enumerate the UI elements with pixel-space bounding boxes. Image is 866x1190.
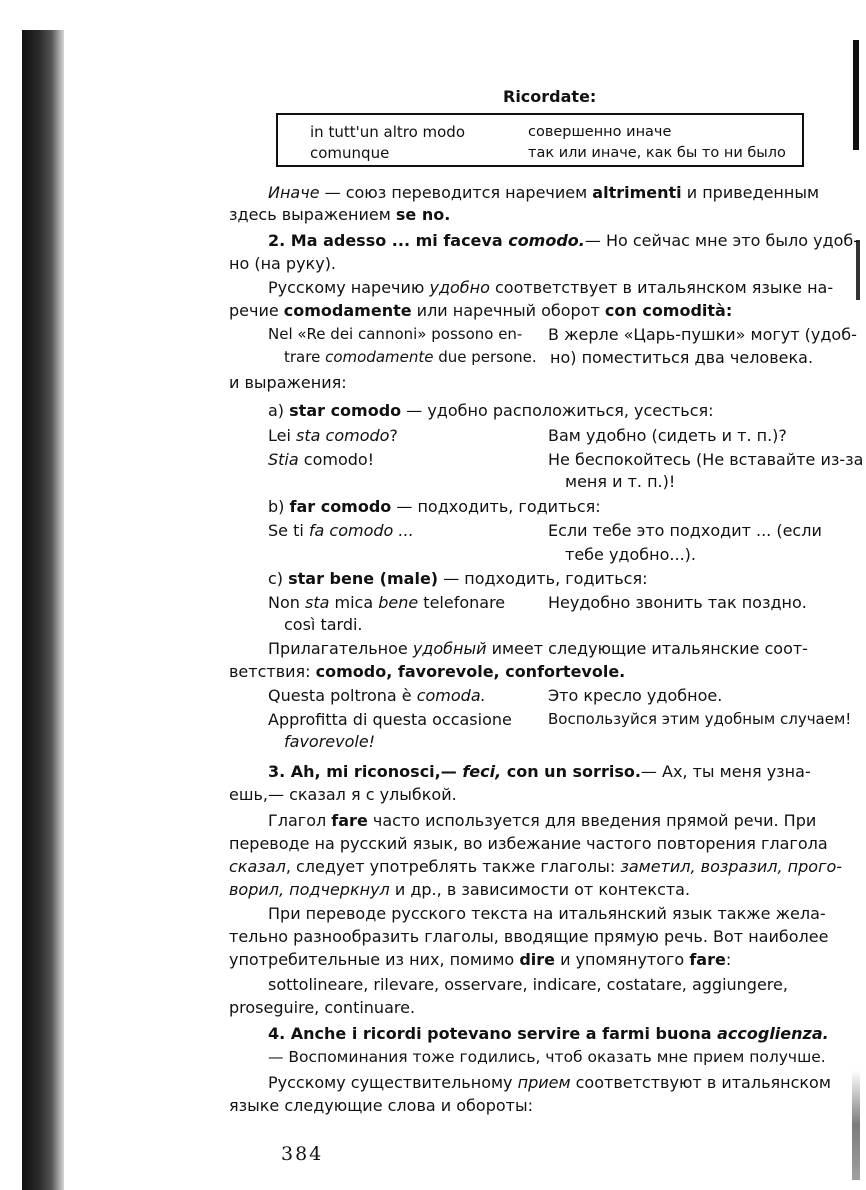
line-p3b: речие comodamente или наречный оборот con comodità: [229,301,733,320]
b1-ru-1: Если тебе это подходит ... (если [548,521,822,540]
a2-ru-1: Не беспокойтесь (Не вставайте из-за [548,450,864,469]
ex1-it-2: trare comodamente due persone. [284,348,537,366]
p6-line-3: употребительные из них, помимо dire и упомянутого fare: [229,950,732,969]
line-b: b) far comodo — подходить, годиться: [268,497,601,516]
line-p7: Русскому существительному прием соответствуют в итальянском [268,1073,831,1092]
a2-it: Stia comodo! [268,450,375,469]
a2-ru-2: меня и т. п.)! [565,472,676,491]
line-expr: и выражения: [229,373,347,392]
p5-line-1: Глагол fare часто используется для введения прямой речи. При [268,811,817,830]
page-number: 384 [281,1143,324,1165]
ex1-it-1: Nel «Re dei cannoni» possono en- [268,325,523,343]
line-n3b: ешь,— сказал я с улыбкой. [229,785,457,804]
a1-ru: Вам удобно (сидеть и т. п.)? [548,426,787,445]
line-p3: Русскому наречию удобно соответствует в итальянском языке на- [268,278,834,297]
b1-ru-2: тебе удобно...). [565,545,696,564]
verbs-line-2: proseguire, continuare. [229,998,416,1017]
line-n2b: но (на руку). [229,254,337,273]
c1-it-2: così tardi. [284,615,363,634]
scan-shadow-right [853,40,859,150]
line-p7b: языке следующие слова и обороты: [229,1096,533,1115]
line-n3: 3. Ah, mi riconosci,— feci, con un sorriso.— Ах, ты меня узна- [268,762,811,781]
line-c: c) star bene (male) — подходить, годиться: [268,569,648,588]
line-n4b: — Воспоминания тоже годились, чтоб оказать мне прием получше. [268,1048,826,1066]
scan-mark-right-bottom [852,1070,860,1180]
d1-it: Questa poltrona è comoda. [268,686,486,705]
line-p4b: ветствия: comodo, favorevole, confortevole. [229,662,626,681]
p6-line-1: При переводе русского текста на итальянский язык также жела- [268,904,826,923]
p5-line-4: ворил, подчеркнул и др., в зависимости от контекста. [229,880,691,899]
heading: Ricordate: [503,87,597,106]
p6-line-2: тельно разнообразить глаголы, вводящие прямую речь. Вот наиболее [229,927,829,946]
line-a: a) star comodo — удобно расположиться, усесться: [268,401,714,420]
line-p1: Иначе — союз переводится наречием altrimenti и приведенным [268,183,820,202]
verbs-line-1: sottolineare, rilevare, osservare, indicare, costatare, aggiungere, [268,975,788,994]
d2-ru: Воспользуйся этим удобным случаем! [548,710,852,728]
line-p1b: здесь выражением se no. [229,205,451,224]
ex1-ru-1: В жерле «Царь-пушки» могут (удоб- [548,325,857,344]
ex1-ru-2: но) поместиться два человека. [550,348,814,367]
line-n4: 4. Anche i ricordi potevano servire a farmi buona accoglienza. [268,1024,829,1043]
scan-shadow-left [22,30,64,1190]
box-it-1: in tutt'un altro modo [310,123,466,141]
reminder-box [276,113,804,167]
c1-ru: Неудобно звонить так поздно. [548,593,807,612]
a1-it: Lei sta comodo? [268,426,398,445]
line-p4: Прилагательное удобный имеет следующие итальянские соот- [268,639,808,658]
b1-it: Se ti fa comodo ... [268,521,414,540]
d2-it-1: Approfitta di questa occasione [268,710,512,729]
c1-it-1: Non sta mica bene telefonare [268,593,506,612]
box-it-2: comunque [310,144,390,162]
p5-line-2: переводе на русский язык, во избежание частого повторения глагола [229,834,828,853]
box-ru-1: совершенно иначе [528,124,672,140]
line-n2: 2. Ma adesso ... mi faceva comodo.— Но сейчас мне это было удоб- [268,231,860,250]
p5-line-3: сказал, следует употреблять также глаголы: заметил, возразил, прого- [229,857,843,876]
d2-it-2: favorevole! [284,732,376,751]
box-ru-2: так или иначе, как бы то ни было [528,145,786,161]
d1-ru: Это кресло удобное. [548,686,723,705]
